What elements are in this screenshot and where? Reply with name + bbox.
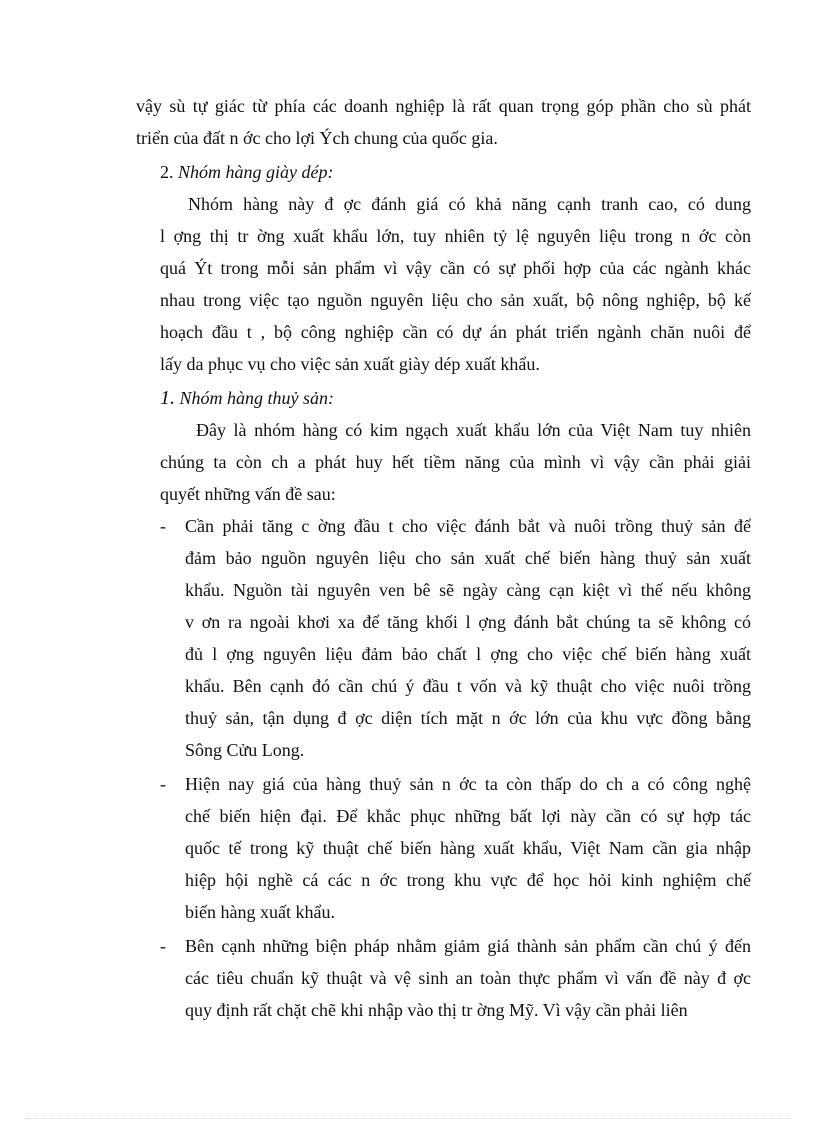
bullet-line: hiệp hội nghề cá các n ớc trong khu vực để học hỏi kinh nghiệm chế [185,870,751,890]
bullet-line: khẩu. Bên cạnh đó cần chú ý đầu t vốn và kỹ thuật cho việc nuôi trồng [185,676,751,696]
paragraph-line: lấy da phục vụ cho việc sản xuất giày dép xuất khẩu. [160,354,540,374]
bullet-line: Sông Cửu Long. [185,740,305,760]
paragraph-line: nhau trong việc tạo nguồn nguyên liệu cho sản xuất, bộ nông nghiệp, bộ kế [160,290,751,310]
bullet-dash: - [160,936,166,956]
bullet-line: quy định rất chặt chẽ khi nhập vào thị tr ờng Mỹ. Vì vậy cần phải liên [185,1000,688,1020]
bullet-line: quốc tế trong kỹ thuật chế biến hàng xuất khẩu, Việt Nam cần gia nhập [185,838,751,858]
bullet-line: đủ l ợng nguyên liệu đảm bảo chất l ợng cho việc chế biến hàng xuất [185,644,751,664]
bullet-dash: - [160,774,166,794]
section-heading [160,160,333,184]
section-number: 1. [160,387,175,409]
bullet-line: chế biến hiện đại. Để khắc phục những bất lợi này cần có sự hợp tác [185,806,751,826]
body-text-line: triển của đất n ớc cho lợi Ých chung của quốc gia. [136,128,498,148]
paragraph-line: hoạch đầu t , bộ công nghiệp cần có dự án phát triển ngành chăn nuôi để [160,322,751,342]
bullet-line: các tiêu chuẩn kỹ thuật và vệ sinh an toàn thực phẩm vì vấn đề này đ ợc [185,968,751,988]
section-title: Nhóm hàng giày dép: [178,162,334,182]
page-bottom-rule [24,1118,792,1119]
paragraph-line: quá Ýt trong mỗi sản phẩm vì vậy cần có sự phối hợp của các ngành khác [160,258,751,278]
bullet-line: Hiện nay giá của hàng thuỷ sản n ớc ta còn thấp do ch a có công nghệ [185,774,751,794]
bullet-line: khẩu. Nguồn tài nguyên ven bê sẽ ngày càng cạn kiệt vì thế nếu không [185,580,751,600]
paragraph-line: chúng ta còn ch a phát huy hết tiềm năng của mình vì vậy cần phải giải [160,452,751,472]
paragraph-line: l ợng thị tr ờng xuất khẩu lớn, tuy nhiên tỷ lệ nguyên liệu trong n ớc còn [160,226,751,246]
bullet-line: v ơn ra ngoài khơi xa để tăng khối l ợng đánh bắt chúng ta sẽ không có [185,612,751,632]
bullet-line: Cần phải tăng c ờng đầu t cho việc đánh bắt và nuôi trồng thuỷ sản để [185,516,751,536]
bullet-line: Bên cạnh những biện pháp nhằm giảm giá thành sản phẩm cần chú ý đến [185,936,751,956]
paragraph-line: Đây là nhóm hàng có kim ngạch xuất khẩu lớn của Việt Nam tuy nhiên [196,420,751,440]
section-heading [160,386,334,410]
section-title: Nhóm hàng thuỷ sản: [179,388,334,408]
bullet-line: đảm bảo nguồn nguyên liệu cho sản xuất chế biến hàng thuỷ sản xuất [185,548,751,568]
paragraph-line: Nhóm hàng này đ ợc đánh giá có khả năng cạnh tranh cao, có dung [188,194,751,214]
bullet-line: thuỷ sản, tận dụng đ ợc diện tích mặt n ớc lớn của khu vực đồng bằng [185,708,751,728]
bullet-dash: - [160,516,166,536]
body-text-line: vậy sù tự giác từ phía các doanh nghiệp là rất quan trọng góp phần cho sù phát [136,96,751,116]
section-number: 2. [160,162,174,182]
bullet-line: biến hàng xuất khẩu. [185,902,335,922]
paragraph-line: quyết những vấn đề sau: [160,484,336,504]
